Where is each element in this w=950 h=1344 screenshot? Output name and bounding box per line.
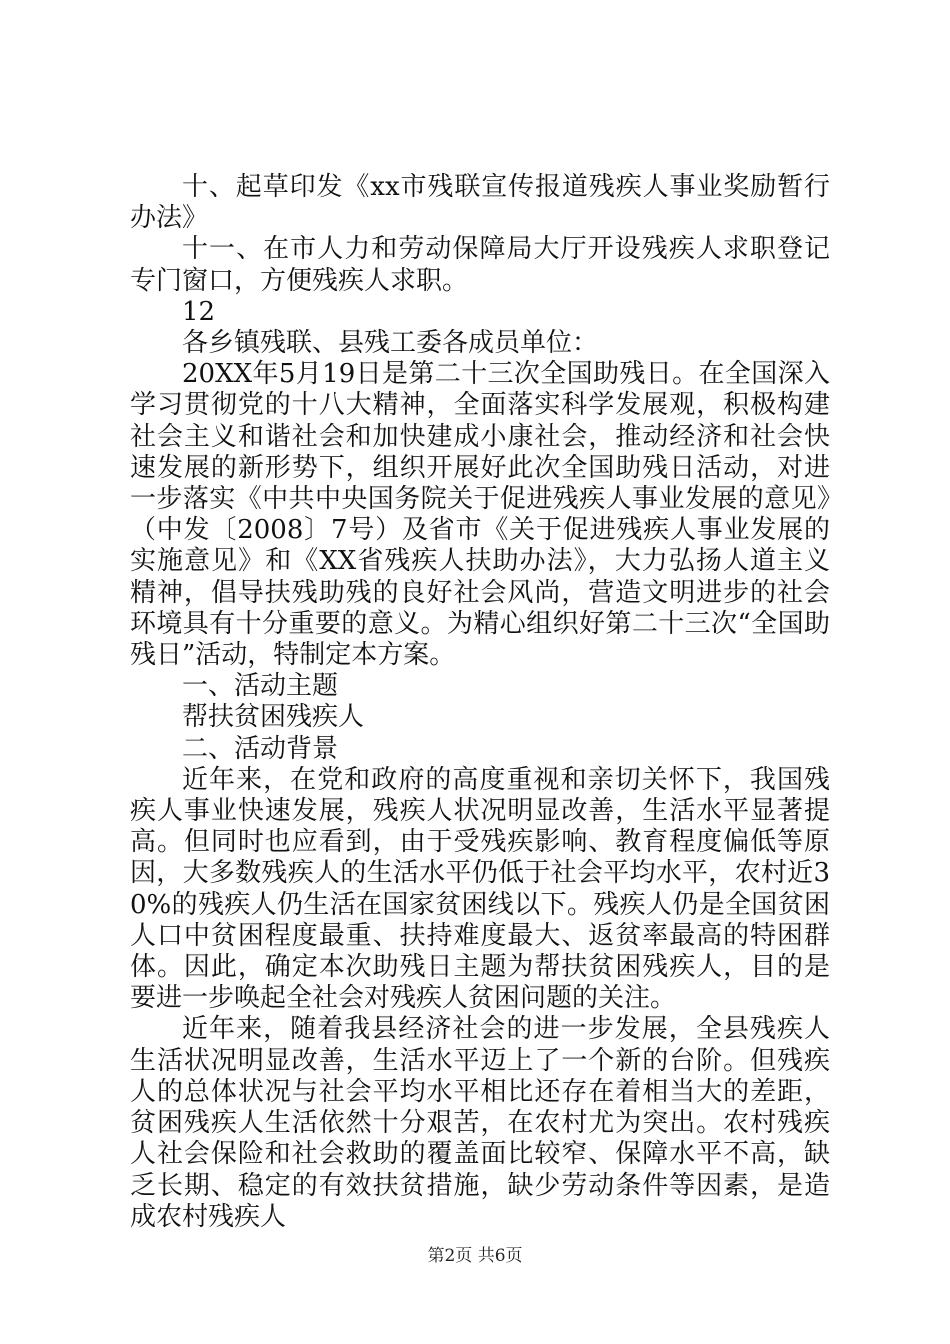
document-body: [130, 172, 830, 1233]
paragraph-theme: 帮扶贫困残疾人: [182, 702, 365, 733]
page-footer: 第2页 共6页: [427, 1246, 523, 1266]
section-heading-theme: 一、活动主题: [182, 671, 339, 702]
paragraph-background-county: 近年来，随着我县经济社会的进一步发展，全县残疾人生活状况明显改善，生活水平迈上了一个新的台阶。但残疾人的总体状况与社会平均水平相比还存在着相当大的差距，贫困残疾人生活依然十分艰苦，在农村尤为突出。农村残疾人社会保险和社会救助的覆盖面比较窄、保障水平不高，缺乏长期、稳定的有效扶贫措施，缺少劳动条件等因素，是造成农村残疾人: [130, 1014, 830, 1232]
paragraph-item-11: 十一、在市人力和劳动保障局大厅开设残疾人求职登记专门窗口，方便残疾人求职。: [130, 234, 830, 296]
paragraph-intro: 20XX年5月19日是第二十三次全国助残日。在全国深入学习贯彻党的十八大精神，全面落实科学发展观，积极构建社会主义和谐社会和加快建成小康社会，推动经济和社会快速发展的新形势下，组织开展好此次全国助残日活动，对进一步落实《中共中央国务院关于促进残疾人事业发展的意见》（中发〔2008〕7号）及省市《关于促进残疾人事业发展的实施意见》和《XX省残疾人扶助办法》，大力弘扬人道主义精神，倡导扶残助残的良好社会风尚，营造文明进步的社会环境具有十分重要的意义。为精心组织好第二十三次“全国助残日”活动，特制定本方案。: [130, 359, 830, 671]
paragraph-item-10: 十、起草印发《xx市残联宣传报道残疾人事业奖励暂行办法》: [130, 172, 830, 234]
paragraph-number-12: 12: [182, 296, 216, 327]
section-heading-background: 二、活动背景: [182, 733, 339, 764]
paragraph-background-national: 近年来，在党和政府的高度重视和亲切关怀下，我国残疾人事业快速发展，残疾人状况明显改善，生活水平显著提高。但同时也应看到，由于受残疾影响、教育程度偏低等原因，大多数残疾人的生活水平仍低于社会平均水平，农村近30%的残疾人仍生活在国家贫困线以下。残疾人仍是全国贫困人口中贫困程度最重、扶持难度最大、返贫率最高的特困群体。因此，确定本次助残日主题为帮扶贫困残疾人，目的是要进一步唤起全社会对残疾人贫困问题的关注。: [130, 764, 830, 1014]
paragraph-salutation: 各乡镇残联、县残工委各成员单位：: [182, 328, 599, 359]
